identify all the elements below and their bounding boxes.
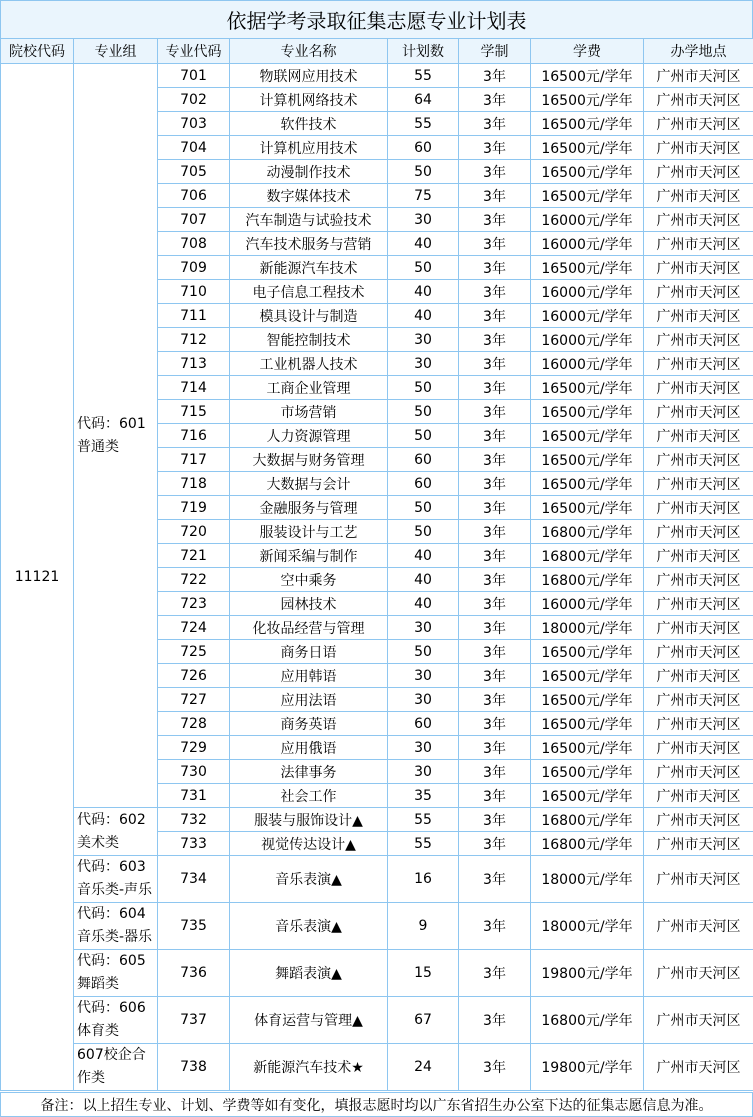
plan-count-cell: 50 xyxy=(388,496,459,520)
plan-count-cell: 55 xyxy=(388,832,459,856)
plan-count-cell: 35 xyxy=(388,784,459,808)
major-name-cell: 新能源汽车技术★ xyxy=(230,1044,388,1091)
duration-cell: 3年 xyxy=(459,472,531,496)
duration-cell: 3年 xyxy=(459,592,531,616)
plan-count-cell: 50 xyxy=(388,520,459,544)
location-cell: 广州市天河区 xyxy=(644,997,753,1044)
plan-count-cell: 40 xyxy=(388,544,459,568)
group-type-label: 体育类 xyxy=(77,1023,119,1039)
major-name-cell: 物联网应用技术 xyxy=(230,64,388,88)
major-name-cell: 计算机网络技术 xyxy=(230,88,388,112)
major-name-cell: 法律事务 xyxy=(230,760,388,784)
fee-cell: 19800元/学年 xyxy=(531,1044,644,1091)
plan-count-cell: 67 xyxy=(388,997,459,1044)
fee-cell: 16000元/学年 xyxy=(531,232,644,256)
fee-cell: 16500元/学年 xyxy=(531,712,644,736)
plan-count-cell: 55 xyxy=(388,64,459,88)
major-code-cell: 713 xyxy=(158,352,230,376)
fee-cell: 16500元/学年 xyxy=(531,136,644,160)
location-cell: 广州市天河区 xyxy=(644,376,753,400)
major-code-cell: 708 xyxy=(158,232,230,256)
fee-cell: 16800元/学年 xyxy=(531,544,644,568)
duration-cell: 3年 xyxy=(459,496,531,520)
header-location: 办学地点 xyxy=(644,39,753,64)
duration-cell: 3年 xyxy=(459,520,531,544)
plan-count-cell: 30 xyxy=(388,760,459,784)
major-code-cell: 717 xyxy=(158,448,230,472)
school-code-cell: 11121 xyxy=(1,64,74,1091)
group-code-label: 代码：603 xyxy=(77,859,146,875)
fee-cell: 16500元/学年 xyxy=(531,184,644,208)
major-name-cell: 商务英语 xyxy=(230,712,388,736)
location-cell: 广州市天河区 xyxy=(644,424,753,448)
location-cell: 广州市天河区 xyxy=(644,856,753,903)
group-type-label: 音乐类-器乐 xyxy=(77,929,153,945)
plan-count-cell: 55 xyxy=(388,112,459,136)
major-name-cell: 应用俄语 xyxy=(230,736,388,760)
location-cell: 广州市天河区 xyxy=(644,688,753,712)
major-name-cell: 新闻采编与制作 xyxy=(230,544,388,568)
major-code-cell: 725 xyxy=(158,640,230,664)
plan-count-cell: 50 xyxy=(388,160,459,184)
table-row xyxy=(1,856,753,903)
group-code-label: 代码：602 xyxy=(77,811,146,828)
major-name-cell: 工商企业管理 xyxy=(230,376,388,400)
plan-count-cell: 50 xyxy=(388,400,459,424)
fee-cell: 16500元/学年 xyxy=(531,448,644,472)
header-row xyxy=(1,39,753,64)
major-name-cell: 体育运营与管理▲ xyxy=(230,997,388,1044)
major-name-cell: 模具设计与制造 xyxy=(230,304,388,328)
major-name-cell: 大数据与财务管理 xyxy=(230,448,388,472)
major-code-cell: 723 xyxy=(158,592,230,616)
plan-count-cell: 40 xyxy=(388,304,459,328)
major-name-cell: 视觉传达设计▲ xyxy=(230,832,388,856)
major-code-cell: 722 xyxy=(158,568,230,592)
header-duration: 学制 xyxy=(459,39,531,64)
fee-cell: 16000元/学年 xyxy=(531,208,644,232)
table-row xyxy=(1,64,753,88)
fee-cell: 18000元/学年 xyxy=(531,903,644,950)
location-cell: 广州市天河区 xyxy=(644,903,753,950)
major-name-cell: 电子信息工程技术 xyxy=(230,280,388,304)
location-cell: 广州市天河区 xyxy=(644,950,753,997)
duration-cell: 3年 xyxy=(459,616,531,640)
location-cell: 广州市天河区 xyxy=(644,304,753,328)
fee-cell: 16500元/学年 xyxy=(531,376,644,400)
plan-count-cell: 40 xyxy=(388,592,459,616)
fee-cell: 16500元/学年 xyxy=(531,112,644,136)
duration-cell: 3年 xyxy=(459,640,531,664)
location-cell: 广州市天河区 xyxy=(644,112,753,136)
duration-cell: 3年 xyxy=(459,448,531,472)
duration-cell: 3年 xyxy=(459,280,531,304)
major-name-cell: 园林技术 xyxy=(230,592,388,616)
major-name-cell: 智能控制技术 xyxy=(230,328,388,352)
duration-cell: 3年 xyxy=(459,400,531,424)
group-cell xyxy=(74,950,158,997)
duration-cell: 3年 xyxy=(459,328,531,352)
fee-cell: 16000元/学年 xyxy=(531,280,644,304)
major-code-cell: 732 xyxy=(158,808,230,832)
duration-cell: 3年 xyxy=(459,112,531,136)
fee-cell: 16000元/学年 xyxy=(531,304,644,328)
location-cell: 广州市天河区 xyxy=(644,400,753,424)
duration-cell: 3年 xyxy=(459,136,531,160)
plan-count-cell: 40 xyxy=(388,280,459,304)
major-code-cell: 737 xyxy=(158,997,230,1044)
major-name-cell: 商务日语 xyxy=(230,640,388,664)
major-code-cell: 720 xyxy=(158,520,230,544)
location-cell: 广州市天河区 xyxy=(644,64,753,88)
major-name-cell: 市场营销 xyxy=(230,400,388,424)
table-body xyxy=(1,64,753,1091)
table-row xyxy=(1,950,753,997)
duration-cell: 3年 xyxy=(459,376,531,400)
major-code-cell: 710 xyxy=(158,280,230,304)
group-code-label: 代码：605 xyxy=(77,953,146,969)
plan-count-cell: 50 xyxy=(388,256,459,280)
major-code-cell: 701 xyxy=(158,64,230,88)
group-type-label: 音乐类-声乐 xyxy=(77,882,153,898)
plan-count-cell: 60 xyxy=(388,448,459,472)
location-cell: 广州市天河区 xyxy=(644,208,753,232)
location-cell: 广州市天河区 xyxy=(644,280,753,304)
major-code-cell: 735 xyxy=(158,903,230,950)
location-cell: 广州市天河区 xyxy=(644,664,753,688)
plan-count-cell: 50 xyxy=(388,640,459,664)
location-cell: 广州市天河区 xyxy=(644,712,753,736)
duration-cell: 3年 xyxy=(459,424,531,448)
major-name-cell: 大数据与会计 xyxy=(230,472,388,496)
plan-count-cell: 9 xyxy=(388,903,459,950)
major-name-cell: 软件技术 xyxy=(230,112,388,136)
location-cell: 广州市天河区 xyxy=(644,496,753,520)
duration-cell: 3年 xyxy=(459,304,531,328)
group-type-label: 美术类 xyxy=(77,834,119,851)
duration-cell: 3年 xyxy=(459,997,531,1044)
major-name-cell: 汽车技术服务与营销 xyxy=(230,232,388,256)
plan-count-cell: 16 xyxy=(388,856,459,903)
group-cell xyxy=(74,903,158,950)
major-code-cell: 716 xyxy=(158,424,230,448)
major-code-cell: 715 xyxy=(158,400,230,424)
header-major-name: 专业名称 xyxy=(230,39,388,64)
fee-cell: 16500元/学年 xyxy=(531,400,644,424)
location-cell: 广州市天河区 xyxy=(644,448,753,472)
major-code-cell: 727 xyxy=(158,688,230,712)
major-name-cell: 人力资源管理 xyxy=(230,424,388,448)
major-code-cell: 734 xyxy=(158,856,230,903)
major-code-cell: 736 xyxy=(158,950,230,997)
fee-cell: 16800元/学年 xyxy=(531,808,644,832)
location-cell: 广州市天河区 xyxy=(644,760,753,784)
location-cell: 广州市天河区 xyxy=(644,592,753,616)
duration-cell: 3年 xyxy=(459,160,531,184)
duration-cell: 3年 xyxy=(459,88,531,112)
footnote: 备注：以上招生专业、计划、学费等如有变化，填报志愿时均以广东省招生办公室下达的征集志愿信息为准。 xyxy=(0,1092,753,1117)
major-name-cell: 应用法语 xyxy=(230,688,388,712)
major-code-cell: 703 xyxy=(158,112,230,136)
fee-cell: 16500元/学年 xyxy=(531,640,644,664)
fee-cell: 18000元/学年 xyxy=(531,616,644,640)
major-name-cell: 音乐表演▲ xyxy=(230,856,388,903)
duration-cell: 3年 xyxy=(459,184,531,208)
fee-cell: 16800元/学年 xyxy=(531,832,644,856)
major-code-cell: 706 xyxy=(158,184,230,208)
major-code-cell: 719 xyxy=(158,496,230,520)
plan-count-cell: 60 xyxy=(388,136,459,160)
location-cell: 广州市天河区 xyxy=(644,832,753,856)
major-name-cell: 工业机器人技术 xyxy=(230,352,388,376)
plan-count-cell: 40 xyxy=(388,568,459,592)
group-type-label: 普通类 xyxy=(77,438,119,455)
major-code-cell: 709 xyxy=(158,256,230,280)
group-code-label: 代码：606 xyxy=(77,1000,146,1016)
plan-count-cell: 30 xyxy=(388,328,459,352)
group-type-label: 舞蹈类 xyxy=(77,976,119,992)
fee-cell: 16800元/学年 xyxy=(531,568,644,592)
header-group: 专业组 xyxy=(74,39,158,64)
fee-cell: 16500元/学年 xyxy=(531,496,644,520)
duration-cell: 3年 xyxy=(459,1044,531,1091)
location-cell: 广州市天河区 xyxy=(644,736,753,760)
location-cell: 广州市天河区 xyxy=(644,544,753,568)
table-row xyxy=(1,808,753,832)
header-plan-count: 计划数 xyxy=(388,39,459,64)
duration-cell: 3年 xyxy=(459,856,531,903)
fee-cell: 16500元/学年 xyxy=(531,736,644,760)
location-cell: 广州市天河区 xyxy=(644,520,753,544)
duration-cell: 3年 xyxy=(459,950,531,997)
location-cell: 广州市天河区 xyxy=(644,616,753,640)
duration-cell: 3年 xyxy=(459,208,531,232)
fee-cell: 16500元/学年 xyxy=(531,472,644,496)
header-school-code: 院校代码 xyxy=(1,39,74,64)
table-row xyxy=(1,997,753,1044)
plan-count-cell: 30 xyxy=(388,208,459,232)
fee-cell: 16500元/学年 xyxy=(531,784,644,808)
major-name-cell: 应用韩语 xyxy=(230,664,388,688)
duration-cell: 3年 xyxy=(459,736,531,760)
major-code-cell: 704 xyxy=(158,136,230,160)
duration-cell: 3年 xyxy=(459,232,531,256)
group-cell xyxy=(74,808,158,856)
duration-cell: 3年 xyxy=(459,256,531,280)
fee-cell: 16500元/学年 xyxy=(531,88,644,112)
duration-cell: 3年 xyxy=(459,712,531,736)
fee-cell: 16500元/学年 xyxy=(531,64,644,88)
fee-cell: 16500元/学年 xyxy=(531,688,644,712)
fee-cell: 16500元/学年 xyxy=(531,424,644,448)
duration-cell: 3年 xyxy=(459,352,531,376)
fee-cell: 18000元/学年 xyxy=(531,856,644,903)
major-plan-table xyxy=(0,38,753,1091)
major-code-cell: 707 xyxy=(158,208,230,232)
major-name-cell: 计算机应用技术 xyxy=(230,136,388,160)
plan-count-cell: 64 xyxy=(388,88,459,112)
group-cell xyxy=(74,64,158,808)
duration-cell: 3年 xyxy=(459,784,531,808)
major-code-cell: 705 xyxy=(158,160,230,184)
major-name-cell: 空中乘务 xyxy=(230,568,388,592)
fee-cell: 16000元/学年 xyxy=(531,328,644,352)
major-name-cell: 舞蹈表演▲ xyxy=(230,950,388,997)
plan-count-cell: 24 xyxy=(388,1044,459,1091)
group-type-label: 作类 xyxy=(77,1070,105,1086)
plan-count-cell: 60 xyxy=(388,472,459,496)
fee-cell: 19800元/学年 xyxy=(531,950,644,997)
plan-count-cell: 40 xyxy=(388,232,459,256)
location-cell: 广州市天河区 xyxy=(644,472,753,496)
plan-count-cell: 75 xyxy=(388,184,459,208)
plan-count-cell: 30 xyxy=(388,664,459,688)
major-code-cell: 726 xyxy=(158,664,230,688)
plan-count-cell: 30 xyxy=(388,352,459,376)
group-code-label: 607校企合 xyxy=(77,1047,146,1063)
major-code-cell: 711 xyxy=(158,304,230,328)
group-cell xyxy=(74,1044,158,1091)
location-cell: 广州市天河区 xyxy=(644,88,753,112)
major-code-cell: 733 xyxy=(158,832,230,856)
fee-cell: 16500元/学年 xyxy=(531,256,644,280)
fee-cell: 16500元/学年 xyxy=(531,760,644,784)
location-cell: 广州市天河区 xyxy=(644,232,753,256)
location-cell: 广州市天河区 xyxy=(644,352,753,376)
major-name-cell: 音乐表演▲ xyxy=(230,903,388,950)
fee-cell: 16000元/学年 xyxy=(531,592,644,616)
duration-cell: 3年 xyxy=(459,64,531,88)
group-cell xyxy=(74,997,158,1044)
major-code-cell: 731 xyxy=(158,784,230,808)
group-code-label: 代码：604 xyxy=(77,906,146,922)
fee-cell: 16800元/学年 xyxy=(531,997,644,1044)
group-cell xyxy=(74,856,158,903)
header-major-code: 专业代码 xyxy=(158,39,230,64)
location-cell: 广州市天河区 xyxy=(644,160,753,184)
plan-count-cell: 55 xyxy=(388,808,459,832)
fee-cell: 16000元/学年 xyxy=(531,352,644,376)
plan-count-cell: 30 xyxy=(388,688,459,712)
location-cell: 广州市天河区 xyxy=(644,256,753,280)
major-code-cell: 714 xyxy=(158,376,230,400)
location-cell: 广州市天河区 xyxy=(644,136,753,160)
location-cell: 广州市天河区 xyxy=(644,808,753,832)
fee-cell: 16500元/学年 xyxy=(531,664,644,688)
duration-cell: 3年 xyxy=(459,568,531,592)
duration-cell: 3年 xyxy=(459,903,531,950)
major-code-cell: 730 xyxy=(158,760,230,784)
major-name-cell: 汽车制造与试验技术 xyxy=(230,208,388,232)
location-cell: 广州市天河区 xyxy=(644,1044,753,1091)
major-code-cell: 718 xyxy=(158,472,230,496)
duration-cell: 3年 xyxy=(459,544,531,568)
major-name-cell: 社会工作 xyxy=(230,784,388,808)
table-row xyxy=(1,1044,753,1091)
table-title: 依据学考录取征集志愿专业计划表 xyxy=(0,0,753,39)
duration-cell: 3年 xyxy=(459,688,531,712)
major-name-cell: 金融服务与管理 xyxy=(230,496,388,520)
major-code-cell: 724 xyxy=(158,616,230,640)
location-cell: 广州市天河区 xyxy=(644,568,753,592)
location-cell: 广州市天河区 xyxy=(644,328,753,352)
major-code-cell: 721 xyxy=(158,544,230,568)
major-code-cell: 712 xyxy=(158,328,230,352)
location-cell: 广州市天河区 xyxy=(644,184,753,208)
plan-count-cell: 50 xyxy=(388,424,459,448)
major-name-cell: 动漫制作技术 xyxy=(230,160,388,184)
header-fee: 学费 xyxy=(531,39,644,64)
duration-cell: 3年 xyxy=(459,832,531,856)
fee-cell: 16800元/学年 xyxy=(531,520,644,544)
major-name-cell: 数字媒体技术 xyxy=(230,184,388,208)
duration-cell: 3年 xyxy=(459,664,531,688)
location-cell: 广州市天河区 xyxy=(644,784,753,808)
major-name-cell: 服装与服饰设计▲ xyxy=(230,808,388,832)
plan-count-cell: 50 xyxy=(388,376,459,400)
major-code-cell: 702 xyxy=(158,88,230,112)
duration-cell: 3年 xyxy=(459,808,531,832)
fee-cell: 16500元/学年 xyxy=(531,160,644,184)
plan-count-cell: 30 xyxy=(388,616,459,640)
plan-count-cell: 30 xyxy=(388,736,459,760)
plan-count-cell: 60 xyxy=(388,712,459,736)
table-row xyxy=(1,903,753,950)
duration-cell: 3年 xyxy=(459,760,531,784)
major-name-cell: 新能源汽车技术 xyxy=(230,256,388,280)
plan-count-cell: 15 xyxy=(388,950,459,997)
major-name-cell: 服装设计与工艺 xyxy=(230,520,388,544)
group-code-label: 代码：601 xyxy=(77,415,146,432)
major-name-cell: 化妆品经营与管理 xyxy=(230,616,388,640)
major-code-cell: 728 xyxy=(158,712,230,736)
major-code-cell: 738 xyxy=(158,1044,230,1091)
location-cell: 广州市天河区 xyxy=(644,640,753,664)
major-code-cell: 729 xyxy=(158,736,230,760)
